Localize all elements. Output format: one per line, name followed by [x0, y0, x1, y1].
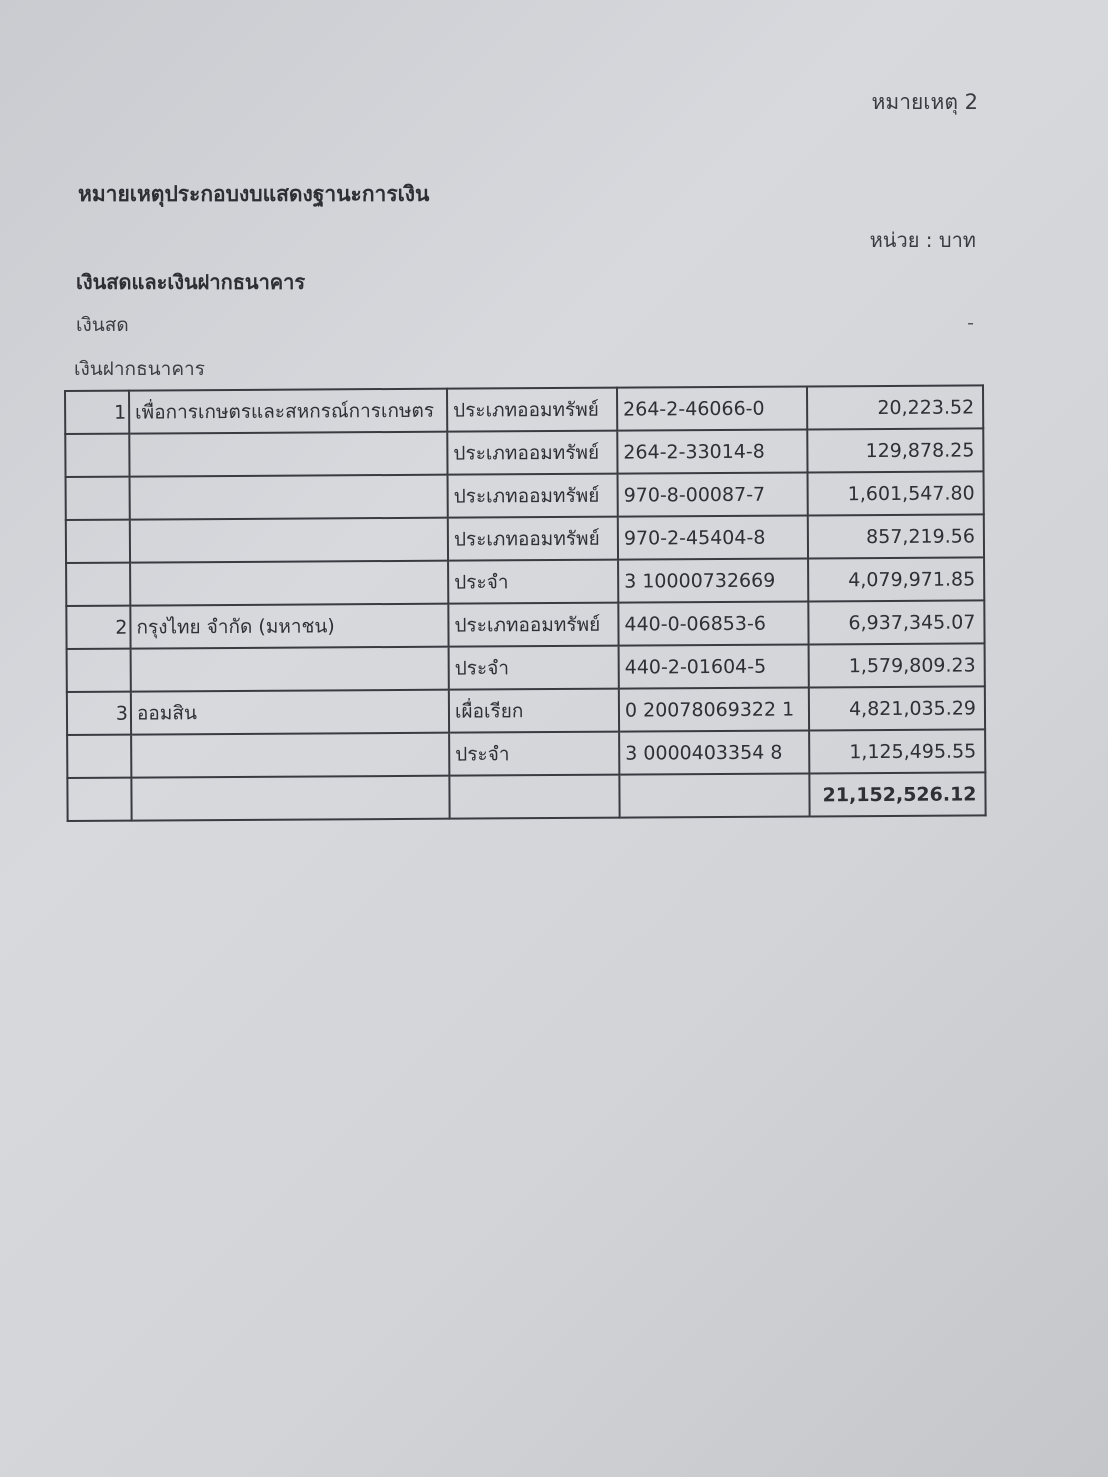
amount: 4,821,035.29 — [809, 686, 985, 730]
row-number — [65, 434, 129, 477]
row-number — [66, 520, 130, 563]
note-number: หมายเหตุ 2 — [871, 90, 978, 114]
row-number — [66, 477, 130, 520]
account-type: ประเภทออมทรัพย์ — [447, 431, 617, 475]
account-number: 970-8-00087-7 — [618, 472, 808, 516]
account-type: ประเภทออมทรัพย์ — [447, 388, 617, 432]
table-row — [67, 729, 985, 778]
bank-deposit-table — [64, 384, 987, 822]
total-empty-cell — [449, 775, 619, 819]
bank-name — [131, 647, 449, 692]
row-number — [67, 649, 131, 692]
account-number: 264-2-46066-0 — [617, 386, 807, 430]
account-type: ประจำ — [449, 646, 619, 690]
row-number: 3 — [67, 692, 131, 735]
total-row — [67, 772, 985, 821]
account-number: 3 10000732669 — [618, 558, 808, 602]
table-row — [66, 557, 984, 606]
table-row — [66, 471, 984, 520]
bank-name: เพื่อการเกษตรและสหกรณ์การเกษตร — [129, 389, 447, 434]
amount: 857,219.56 — [808, 514, 984, 558]
row-number — [67, 735, 131, 778]
total-amount: 21,152,526.12 — [809, 772, 985, 816]
total-empty-cell — [67, 778, 131, 821]
amount: 129,878.25 — [807, 428, 983, 472]
account-type: เผื่อเรียก — [449, 689, 619, 733]
bank-name — [130, 475, 448, 520]
cash-label: เงินสด — [76, 314, 129, 336]
account-type: ประเภทออมทรัพย์ — [448, 603, 618, 647]
table-row — [67, 686, 985, 735]
amount: 1,601,547.80 — [808, 471, 984, 515]
bank-name — [129, 432, 447, 477]
amount: 1,579,809.23 — [809, 643, 985, 687]
account-number: 3 0000403354 8 — [619, 730, 809, 774]
table-row — [66, 514, 984, 563]
row-number — [66, 563, 130, 606]
account-number: 0 20078069322 1 — [619, 687, 809, 731]
table-row — [65, 385, 983, 434]
total-empty-cell — [131, 776, 449, 821]
row-number: 1 — [65, 391, 129, 434]
bank-name — [130, 561, 448, 606]
bank-deposit-label: เงินฝากธนาคาร — [74, 358, 205, 380]
table-row — [67, 643, 985, 692]
bank-name — [131, 733, 449, 778]
account-type: ประจำ — [448, 560, 618, 604]
document-title: หมายเหตุประกอบงบแสดงฐานะการเงิน — [78, 182, 430, 206]
account-number: 440-2-01604-5 — [619, 644, 809, 688]
account-number: 264-2-33014-8 — [617, 429, 807, 473]
amount: 6,937,345.07 — [808, 600, 984, 644]
bank-name: ออมสิน — [131, 690, 449, 735]
account-type: ประเภทออมทรัพย์ — [448, 474, 618, 518]
account-number: 440-0-06853-6 — [618, 601, 808, 645]
section-title: เงินสดและเงินฝากธนาคาร — [76, 270, 306, 294]
table-row — [65, 428, 983, 477]
account-type: ประจำ — [449, 732, 619, 776]
bank-name: กรุงไทย จำกัด (มหาชน) — [130, 604, 448, 649]
account-type: ประเภทออมทรัพย์ — [448, 517, 618, 561]
total-empty-cell — [619, 773, 809, 817]
bank-name — [130, 518, 448, 563]
account-number: 970-2-45404-8 — [618, 515, 808, 559]
cash-value: - — [967, 312, 974, 334]
unit-label: หน่วย : บาท — [869, 228, 976, 252]
row-number: 2 — [66, 606, 130, 649]
amount: 1,125,495.55 — [809, 729, 985, 773]
table-row — [66, 600, 984, 649]
bank-deposit-table-wrap — [64, 384, 985, 822]
amount: 20,223.52 — [807, 385, 983, 429]
amount: 4,079,971.85 — [808, 557, 984, 601]
